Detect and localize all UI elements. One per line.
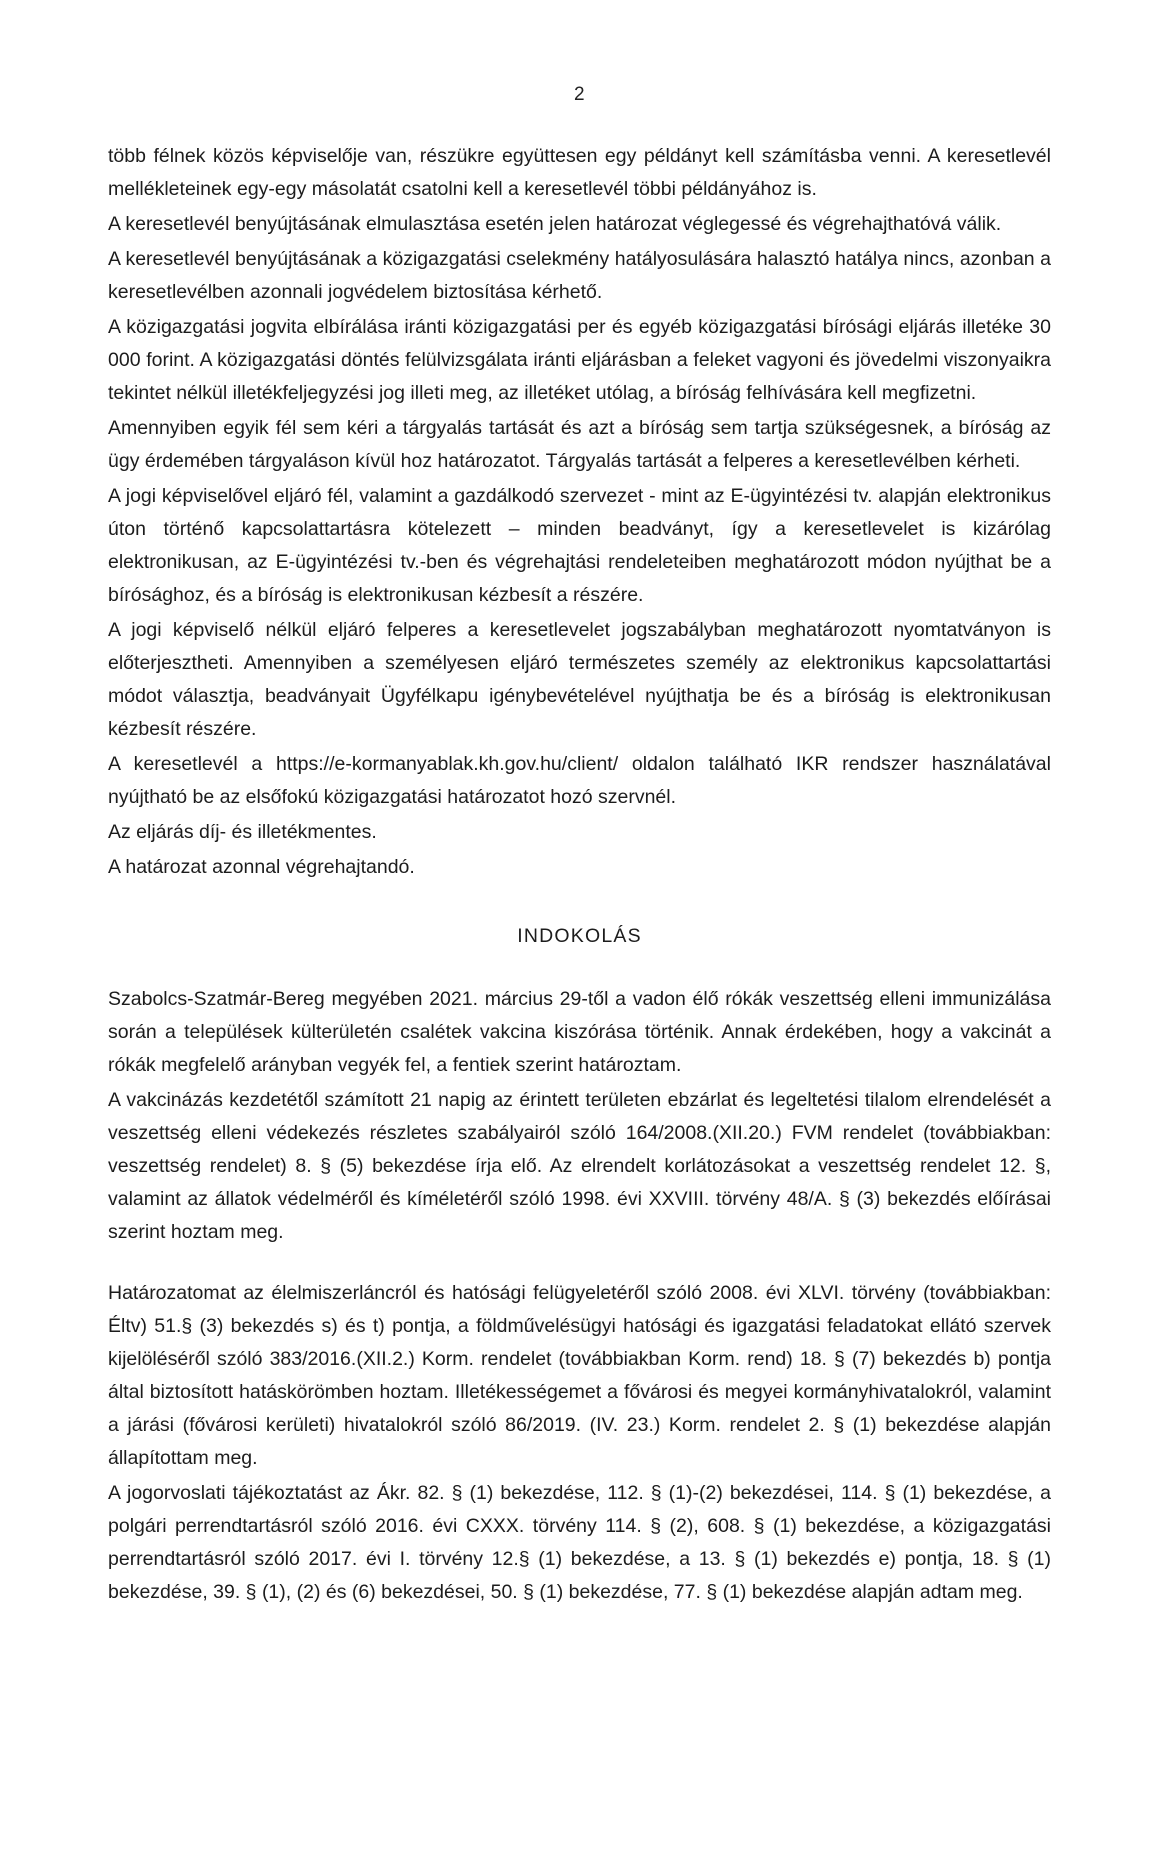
- paragraph: A vakcinázás kezdetétől számított 21 napig az érintett területen ebzárlat és legeltetési tilalom elrendelését a veszettség elleni védekezés részletes szabályairól szóló 164/2008.(XII.20.) FVM rendelet (továbbiakban: veszettség rendelet) 8. § (5) bekezdése írja elő. Az elrendelt korlátozásokat a veszettség rendelet 12. §, valamint az állatok védelméről és kíméletéről szóló 1998. évi XXVIII. törvény 48/A. § (3) bekezdés előírásai szerint hoztam meg.: [108, 1089, 1051, 1243]
- paragraph: Az eljárás díj- és illetékmentes.: [108, 821, 377, 843]
- paragraph: A keresetlevél a https://e-kormanyablak.kh.gov.hu/client/ oldalon található IKR rendszer használatával nyújtható be az elsőfokú közigazgatási határozatot hozó szervnél.: [108, 753, 1051, 808]
- paragraph: A közigazgatási jogvita elbírálása iránti közigazgatási per és egyéb közigazgatási bírósági eljárás illetéke 30 000 forint. A közigazgatási döntés felülvizsgálata iránti eljárásban a feleket vagyoni és jövedelmi viszonyaikra tekintet nélkül illetékfeljegyzési jog illeti meg, az illetéket utólag, a bíróság felhívására kell megfizetni.: [108, 316, 1051, 404]
- paragraph: A jogi képviselő nélkül eljáró felperes a keresetlevelet jogszabályban meghatározott nyomtatványon is előterjesztheti. Amennyiben a személyesen eljáró természetes személy az elektronikus kapcsolattartási módot választja, beadványait Ügyfélkapu igénybevételével nyújthatja be és a bíróság is elektronikusan kézbesít részére.: [108, 619, 1051, 740]
- paragraph: Amennyiben egyik fél sem kéri a tárgyalás tartását és azt a bíróság sem tartja szükségesnek, a bíróság az ügy érdemében tárgyaláson kívül hoz határozatot. Tárgyalás tartását a felperes a keresetlevélben kérheti.: [108, 417, 1051, 472]
- paragraph: A határozat azonnal végrehajtandó.: [108, 856, 415, 878]
- paragraph: A jogi képviselővel eljáró fél, valamint a gazdálkodó szervezet - mint az E-ügyintézési tv. alapján elektronikus úton történő kapcsolattartásra kötelezett – minden beadványt, így a keresetlevelet is kizárólag elektronikusan, az E-ügyintézési tv.-ben és végrehajtási rendeleteiben meghatározott módon nyújthat be a bírósághoz, és a bíróság is elektronikusan kézbesít a részére.: [108, 485, 1051, 606]
- section-title-indokolas: INDOKOLÁS: [517, 925, 642, 947]
- page-number: 2: [573, 84, 586, 105]
- document-body-top: [108, 140, 1051, 884]
- document-body-reasoning: [108, 983, 1051, 1249]
- paragraph: A keresetlevél benyújtásának a közigazgatási cselekmény hatályosulására halasztó hatálya nincs, azonban a keresetlevélben azonnali jogvédelem biztosítása kérhető.: [108, 248, 1051, 303]
- paragraph: Szabolcs-Szatmár-Bereg megyében 2021. március 29-től a vadon élő rókák veszettség elleni immunizálása során a települések külterületén csalétek vakcina kiszórása történik. Annak érdekében, hogy a vakcinát a rókák megfelelő arányban vegyék fel, a fentiek szerint határoztam.: [108, 988, 1051, 1076]
- paragraph: Határozatomat az élelmiszerláncról és hatósági felügyeletéről szóló 2008. évi XLVI. törvény (továbbiakban: Éltv) 51.§ (3) bekezdés s) és t) pontja, a földművelésügyi hatósági és igazgatási feladatokat ellátó szervek kijelöléséről szóló 383/2016.(XII.2.) Korm. rendelet (továbbiakban Korm. rend) 18. § (7) bekezdés b) pontja által biztosított hatáskörömben hoztam. Illetékességemet a fővárosi és megyei kormányhivatalokról, valamint a járási (fővárosi kerületi) hivatalokról szóló 86/2019. (IV. 23.) Korm. rendelet 2. § (1) bekezdése alapján állapítottam meg.: [108, 1282, 1051, 1469]
- paragraph: A keresetlevél benyújtásának elmulasztása esetén jelen határozat véglegessé és végrehajthatóvá válik.: [108, 213, 1002, 235]
- paragraph-spacer: [108, 1251, 1051, 1277]
- paragraph: A jogorvoslati tájékoztatást az Ákr. 82. § (1) bekezdése, 112. § (1)-(2) bekezdései, 114. § (1) bekezdése, a polgári perrendtartásról szóló 2016. évi CXXX. törvény 114. § (2), 608. § (1) bekezdése, a közigazgatási perrendtartásról szóló 2017. évi I. törvény 12.§ (1) bekezdése, a 13. § (1) bekezdés e) pontja, 18. § (1) bekezdése, 39. § (1), (2) és (6) bekezdései, 50. § (1) bekezdése, 77. § (1) bekezdése alapján adtam meg.: [108, 1482, 1051, 1603]
- paragraph: több félnek közös képviselője van, részükre együttesen egy példányt kell számításba venni. A keresetlevél mellékleteinek egy-egy másolatát csatolni kell a keresetlevél többi példányához is.: [108, 145, 1051, 200]
- document-body-legal: [108, 1277, 1051, 1609]
